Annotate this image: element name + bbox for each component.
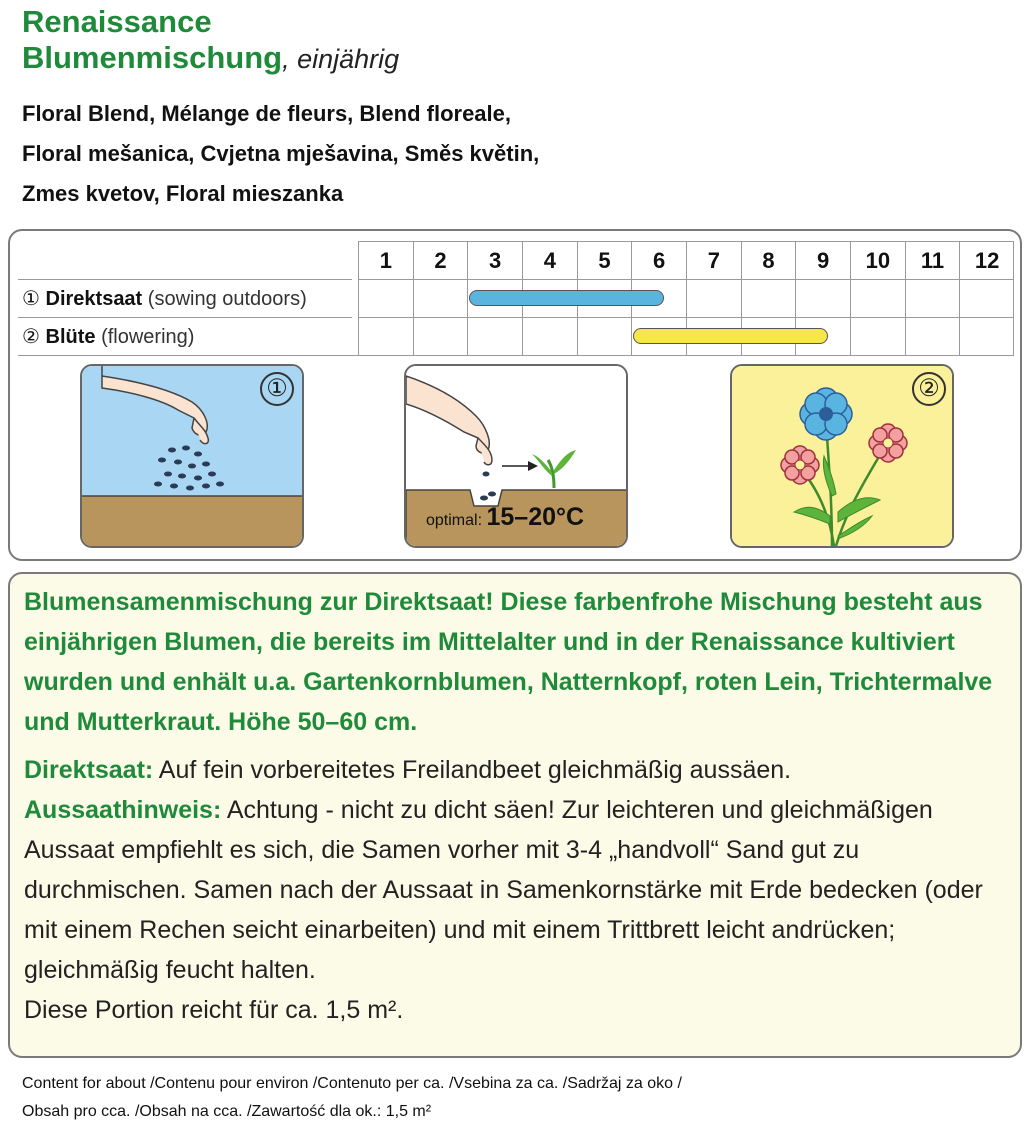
temperature-label — [426, 503, 584, 532]
calendar-cell — [905, 317, 960, 355]
translated-names — [22, 94, 539, 214]
product-title — [22, 4, 399, 77]
calendar-cell — [413, 279, 468, 317]
pink-flower-right — [869, 424, 907, 462]
calendar-bottom-line — [18, 355, 1014, 356]
row-label: Direktsaat — [45, 288, 143, 310]
flowering-period-bar — [633, 328, 828, 344]
row-label-sowing — [18, 279, 352, 317]
row-label-en: (flowering) — [101, 326, 195, 348]
title-line-2-wrap — [22, 40, 399, 77]
title-line-1: Renaissance — [22, 4, 212, 39]
content-footer — [22, 1070, 682, 1126]
footer-line-2: Obsah pro cca. /Obsah na cca. /Zawartość dla ok.: 1,5 m² — [22, 1103, 432, 1120]
row-marker: ② — [22, 326, 40, 348]
sowing-calendar — [18, 241, 1014, 355]
calendar-cell — [522, 317, 577, 355]
calendar-row-flowering — [18, 317, 1014, 355]
names-line-2: Floral mešanica, Cvjetna mješavina, Směs květin, — [22, 141, 540, 166]
instructions — [24, 750, 1014, 1030]
intro-text: Blumensamenmischung zur Direktsaat! Diese farbenfrohe Mischung besteht aus einjährigen Blumen, die bereits im Mittelalter und in der Renaissance kultiviert wurden und enhält u.a. Gartenkornblumen, Natternkopf, roten Lein, Trichtermalve und Mutterkraut. Höhe 50–60 cm. — [24, 588, 993, 736]
blue-flower — [800, 388, 852, 440]
pictogram-sowing — [80, 364, 304, 548]
direktsaat-label: Direktsaat: — [24, 756, 154, 784]
month-12: 12 — [959, 241, 1014, 279]
step-number-1: ① — [260, 372, 294, 406]
pink-flower-left — [781, 446, 819, 484]
calendar-cell — [358, 317, 413, 355]
month-7: 7 — [686, 241, 741, 279]
sowing-period-bar — [469, 290, 664, 306]
month-5: 5 — [577, 241, 632, 279]
temperature-value: 15–20°C — [486, 503, 585, 531]
month-header-row — [18, 241, 1014, 279]
row-label-en: (sowing outdoors) — [147, 288, 307, 310]
direktsaat-text: Auf fein vorbereitetes Freilandbeet gleichmäßig aussäen. — [153, 756, 792, 784]
hinweis-label: Aussaathinweis: — [24, 796, 222, 824]
calendar-cell — [959, 279, 1014, 317]
calendar-row-sowing — [18, 279, 1014, 317]
hinweis-paragraph — [24, 790, 1014, 990]
temperature-optimal: optimal: — [426, 512, 483, 529]
calendar-cell — [577, 317, 632, 355]
month-6: 6 — [631, 241, 686, 279]
calendar-cell — [686, 279, 741, 317]
calendar-cell — [741, 279, 796, 317]
month-8: 8 — [741, 241, 796, 279]
portion-text: Diese Portion reicht für ca. 1,5 m². — [24, 996, 404, 1024]
footer-line-1: Content for about /Contenu pour environ /Contenuto per ca. /Vsebina za ca. /Sadržaj za oko / — [22, 1075, 682, 1092]
month-1: 1 — [358, 241, 413, 279]
row-marker: ① — [22, 288, 40, 310]
calendar-cell — [358, 279, 413, 317]
names-line-3: Zmes kvetov, Floral mieszanka — [22, 181, 344, 206]
row-label: Blüte — [45, 326, 96, 348]
month-11: 11 — [905, 241, 960, 279]
description-panel — [8, 572, 1022, 1058]
hinweis-text: Achtung - nicht zu dicht säen! Zur leichteren und gleichmäßigen Aussaat empfiehlt es sich, die Samen vorher mit 3-4 „handvoll“ Sand gut zu durchmischen. Samen nach der Aussaat in Samenkornstärke mit Erde bedecken (oder mit einem Rechen seicht einarbeiten) und mit einem Trittbrett leicht andrücken; gleichmäßig feucht halten. — [24, 796, 983, 984]
names-line-1: Floral Blend, Mélange de fleurs, Blend floreale, — [22, 101, 511, 126]
calendar-cell — [850, 317, 905, 355]
calendar-cell — [467, 317, 522, 355]
calendar-cell — [850, 279, 905, 317]
calendar-cell — [413, 317, 468, 355]
month-9: 9 — [795, 241, 850, 279]
calendar-cell — [905, 279, 960, 317]
title-suffix: , einjährig — [282, 44, 400, 74]
calendar-cell — [959, 317, 1014, 355]
calendar-right-edge — [1013, 241, 1014, 355]
direktsaat-paragraph — [24, 750, 1014, 790]
month-2: 2 — [413, 241, 468, 279]
month-4: 4 — [522, 241, 577, 279]
pictogram-flowering — [730, 364, 954, 548]
step-number-2: ② — [912, 372, 946, 406]
month-3: 3 — [467, 241, 522, 279]
title-line-2: Blumenmischung — [22, 40, 283, 75]
month-10: 10 — [850, 241, 905, 279]
row-label-flowering — [18, 317, 352, 355]
calendar-panel — [8, 229, 1022, 561]
calendar-cell — [795, 279, 850, 317]
pictogram-germination — [404, 364, 628, 548]
